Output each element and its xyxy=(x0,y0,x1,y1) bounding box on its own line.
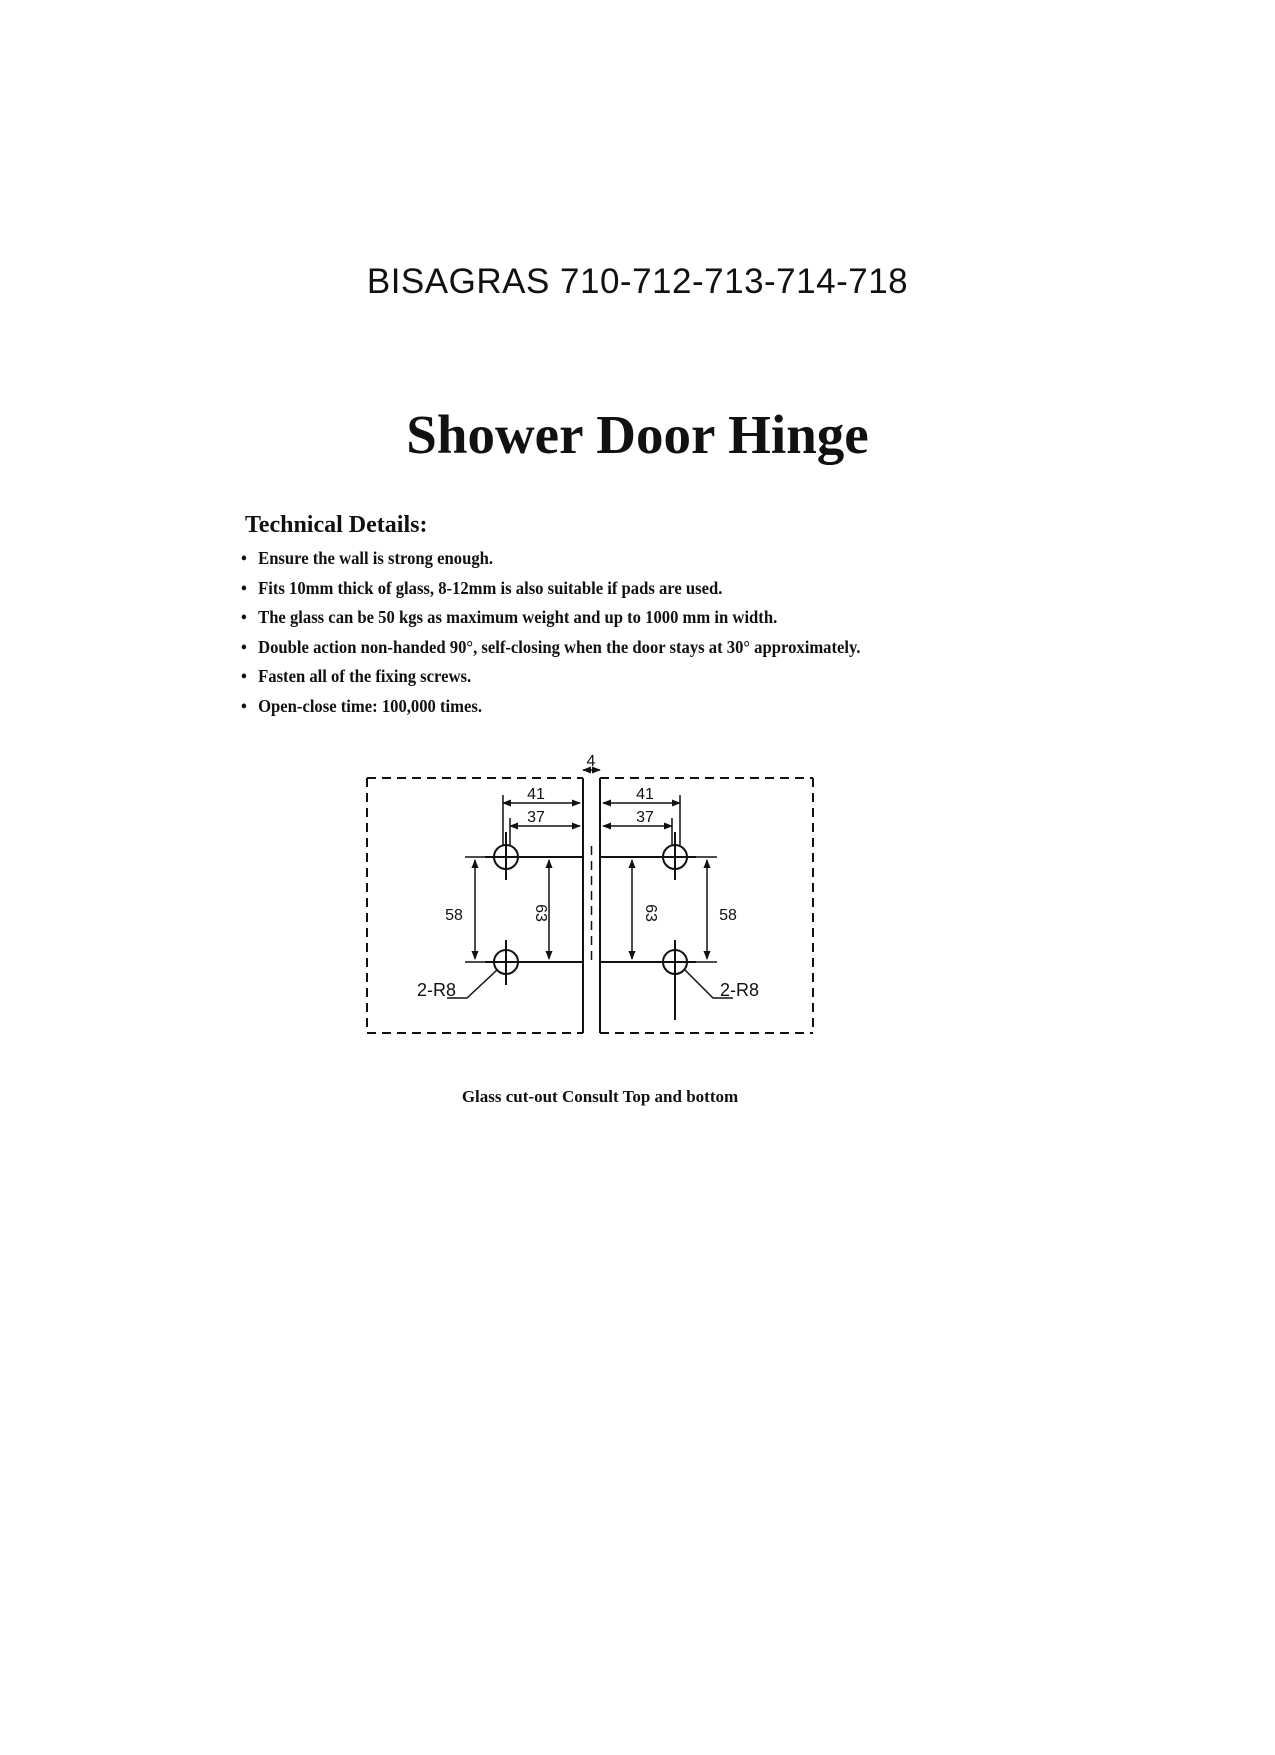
right-dim-63-label: 63 xyxy=(642,904,659,922)
left-hole-top xyxy=(485,832,527,880)
left-dim-63-label: 63 xyxy=(532,904,549,922)
list-item-text: Ensure the wall is strong enough. xyxy=(258,548,494,568)
bullet-icon: • xyxy=(241,607,247,627)
right-dim-41-label: 41 xyxy=(636,786,654,803)
right-dim-58-label: 58 xyxy=(719,907,737,924)
bullet-icon: • xyxy=(241,577,247,598)
right-dim-37-label: 37 xyxy=(636,809,654,826)
list-item-text: The glass can be 50 kgs as maximum weight and up to 1000 mm in width. xyxy=(258,607,778,627)
right-hole-bottom xyxy=(654,940,696,1020)
right-radius-label: 2-R8 xyxy=(720,980,760,1000)
left-radius-label: 2-R8 xyxy=(417,980,457,1000)
page-title: Shower Door Hinge xyxy=(406,404,869,465)
left-dim-37-label: 37 xyxy=(527,809,545,826)
list-item-text: Fits 10mm thick of glass, 8-12mm is also suitable if pads are used. xyxy=(258,577,723,598)
left-dim-41-label: 41 xyxy=(527,786,545,803)
bullet-icon: • xyxy=(241,666,247,686)
right-hole-top xyxy=(654,832,696,880)
list-item-text: Double action non-handed 90°, self-closing when the door stays at 30° approximately. xyxy=(258,636,861,657)
list-item-text: Open-close time: 100,000 times. xyxy=(258,695,483,716)
left-dim-58-label: 58 xyxy=(445,907,463,924)
list-item-text: Fasten all of the fixing screws. xyxy=(258,666,472,686)
bullet-icon: • xyxy=(241,695,247,716)
details-heading: Technical Details: xyxy=(245,512,428,538)
header-text: BISAGRAS 710-712-713-714-718 xyxy=(366,262,909,301)
bullet-icon: • xyxy=(241,636,247,657)
gap-dim-label: 4 xyxy=(586,753,596,770)
bullet-icon: • xyxy=(241,548,247,568)
drawing-caption: Glass cut-out Consult Top and bottom xyxy=(461,1087,739,1106)
